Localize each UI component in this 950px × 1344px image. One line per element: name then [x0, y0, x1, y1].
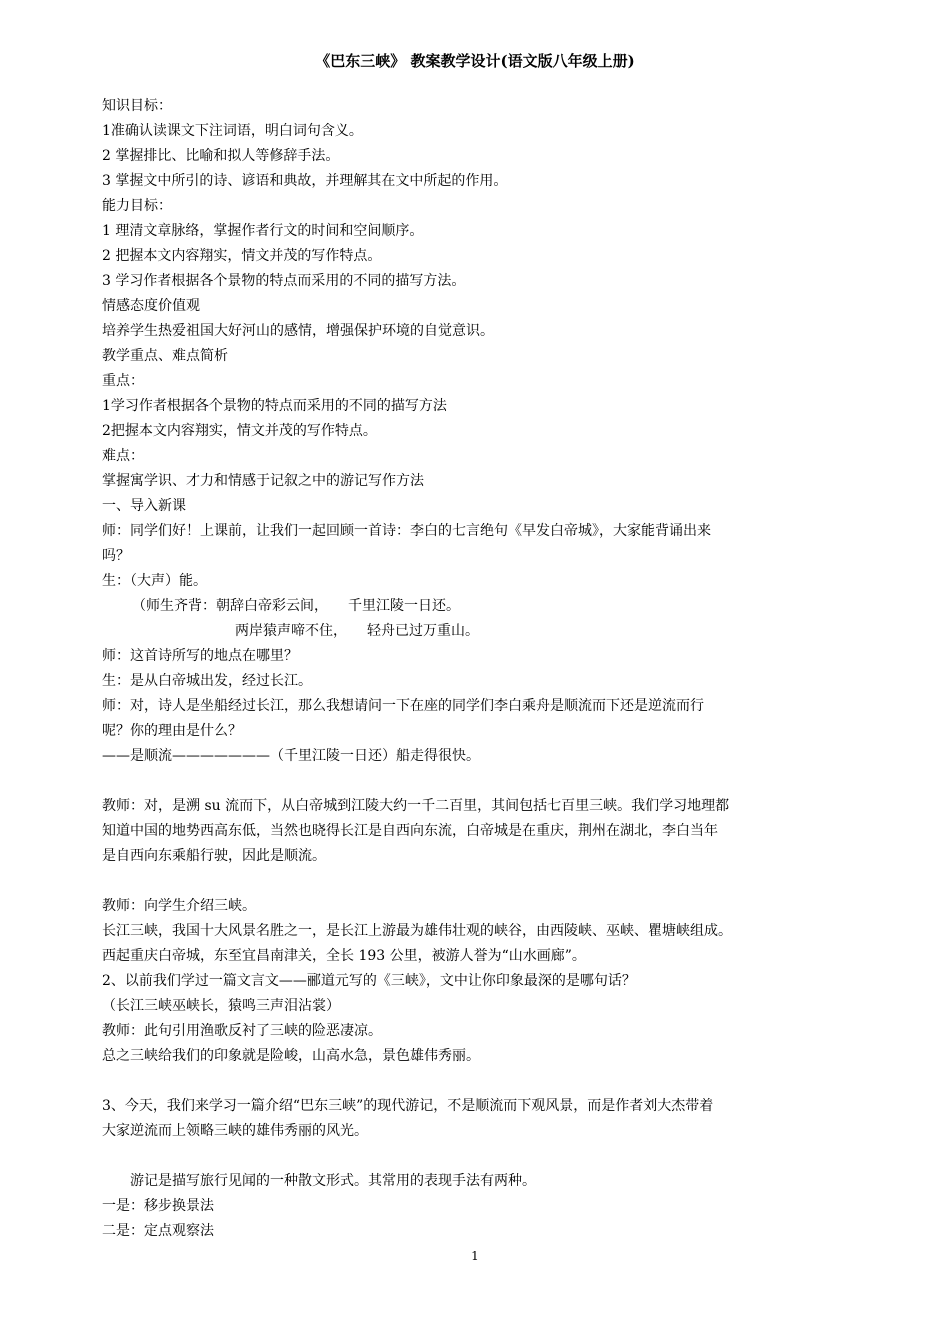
text-line: 3、今天，我们来学习一篇介绍“巴东三峡”的现代游记，不是顺流而下观风景，而是作者刘大杰带着 [102, 1098, 714, 1114]
text-line: 3 掌握文中所引的诗、谚语和典故，并理解其在文中所起的作用。 [102, 173, 508, 189]
document-title: 《巴东三峡》 教案教学设计(语文版八年级上册) [315, 52, 635, 70]
text-line: 教师：此句引用渔歌反衬了三峡的险恶凄凉。 [102, 1023, 382, 1039]
blank-line [102, 769, 822, 794]
text-line: 2 掌握排比、比喻和拟人等修辞手法。 [102, 148, 340, 164]
text-line: 1学习作者根据各个景物的特点而采用的不同的描写方法 [102, 398, 447, 414]
text-line: 师：这首诗所写的地点在哪里？ [102, 648, 298, 664]
heading-values: 情感态度价值观 [102, 298, 200, 314]
text-line: 生：是从白帝城出发，经过长江。 [102, 673, 312, 689]
text-line: 知道中国的地势西高东低，当然也晓得长江是自西向东流，白帝城是在重庆，荆州在湖北，李白当年 [102, 823, 718, 839]
text-line: 2 把握本文内容翔实，情文并茂的写作特点。 [102, 248, 382, 264]
text-line: 3 学习作者根据各个景物的特点而采用的不同的描写方法。 [102, 273, 466, 289]
text-line: 教师：对，是溯 su 流而下，从白帝城到江陵大约一千二百里，其间包括七百里三峡。我们学习地理都 [102, 798, 730, 814]
text-line: 2把握本文内容翔实，情文并茂的写作特点。 [102, 423, 377, 439]
text-line: 西起重庆白帝城，东至宜昌南津关，全长 193 公里，被游人誉为“山水画廊”。 [102, 948, 586, 964]
text-line: 游记是描写旅行见闻的一种散文形式。其常用的表现手法有两种。 [130, 1173, 536, 1189]
text-line: 是自西向东乘船行驶，因此是顺流。 [102, 848, 326, 864]
text-line: 师：同学们好！上课前，让我们一起回顾一首诗：李白的七言绝句《早发白帝城》，大家能背诵出来 [102, 523, 711, 539]
blank-line [102, 1069, 822, 1094]
poem-part: （师生齐背：朝辞白帝彩云间， [132, 598, 328, 614]
text-line: 掌握寓学识、才力和情感于记叙之中的游记写作方法 [102, 473, 424, 489]
page-number: 1 [471, 1249, 479, 1263]
poem-part: 千里江陵一日还。 [348, 598, 460, 614]
text-line: 培养学生热爱祖国大好河山的感情，增强保护环境的自觉意识。 [102, 323, 494, 339]
text-line: ——是顺流———————（千里江陵一日还）船走得很快。 [102, 748, 480, 764]
text-line: 一是：移步换景法 [102, 1198, 214, 1214]
text-line: 1准确认读课文下注词语，明白词句含义。 [102, 123, 363, 139]
text-line: 生：（大声）能。 [102, 573, 207, 589]
text-line: 师：对，诗人是坐船经过长江，那么我想请问一下在座的同学们李白乘舟是顺流而下还是逆流而行 [102, 698, 704, 714]
text-line: 1 理清文章脉络，掌握作者行文的时间和空间顺序。 [102, 223, 424, 239]
blank-line [102, 1144, 822, 1169]
blank-line [102, 869, 822, 894]
heading-key-points: 教学重点、难点简析 [102, 348, 228, 364]
text-line: 总之三峡给我们的印象就是险峻，山高水急，景色雄伟秀丽。 [102, 1048, 480, 1064]
text-line: 2、以前我们学过一篇文言文——郦道元写的《三峡》，文中让你印象最深的是哪句话？ [102, 973, 636, 989]
text-line: 吗？ [102, 548, 130, 564]
text-line: 大家逆流而上领略三峡的雄伟秀丽的风光。 [102, 1123, 368, 1139]
heading-difficulty: 难点： [102, 448, 144, 464]
poem-part: 轻舟已过万重山。 [367, 623, 479, 639]
poem-part: 两岸猿声啼不住， [235, 623, 347, 639]
heading-knowledge-goals: 知识目标： [102, 98, 172, 114]
poem-line-1 [102, 594, 822, 619]
heading-focus: 重点： [102, 373, 144, 389]
heading-introduction: 一、导入新课 [102, 498, 186, 514]
text-line: （长江三峡巫峡长，猿鸣三声泪沾裳） [102, 998, 340, 1014]
text-line: 长江三峡，我国十大风景名胜之一，是长江上游最为雄伟壮观的峡谷，由西陵峡、巫峡、瞿塘峡组成。 [102, 923, 732, 939]
heading-ability-goals: 能力目标： [102, 198, 172, 214]
text-line: 教师：向学生介绍三峡。 [102, 898, 256, 914]
text-line: 二是：定点观察法 [102, 1223, 214, 1239]
text-line: 呢？你的理由是什么？ [102, 723, 242, 739]
poem-line-2 [102, 619, 822, 644]
document-body [102, 94, 822, 1244]
